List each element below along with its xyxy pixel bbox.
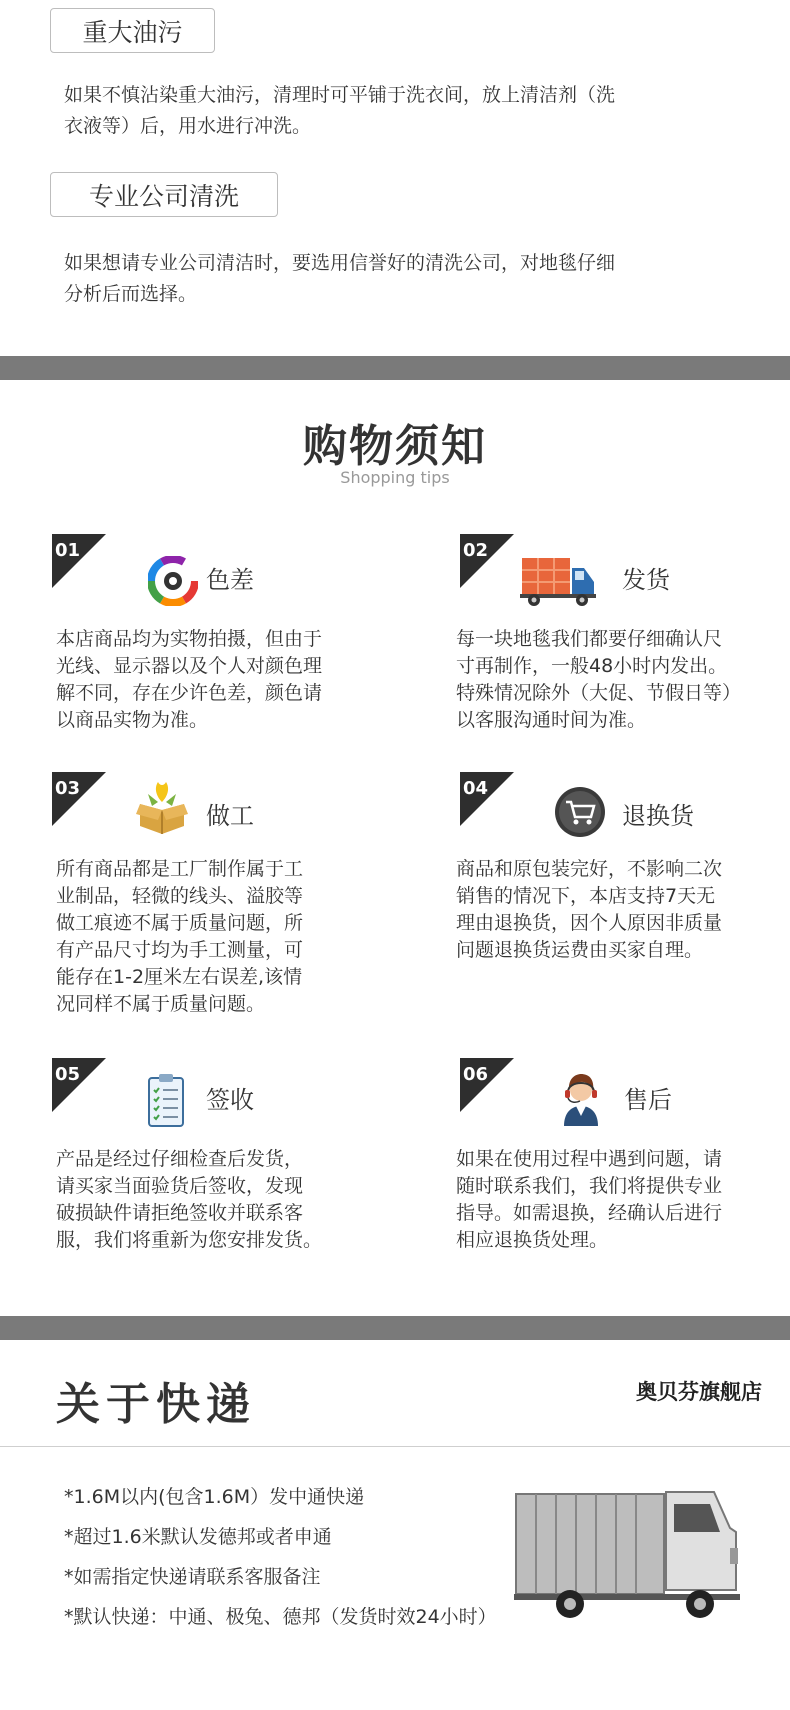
tip-number: 06 [463, 1064, 489, 1085]
shopping-title: 购物须知 [303, 421, 487, 472]
shopping-cart-icon [554, 786, 606, 838]
tip-number: 02 [463, 540, 489, 561]
express-note: *默认快递：中通、极兔、德邦（发货时效24小时） [64, 1606, 497, 1628]
tip-title: 做工 [206, 802, 254, 830]
tip-title: 发货 [622, 566, 670, 594]
store-name: 奥贝芬旗舰店 [636, 1380, 762, 1404]
express-title: 关于快递 [56, 1379, 256, 1430]
tip-description: 每一块地毯我们都要仔细确认尺 寸再制作，一般48小时内发出。 特殊情况除外（大促、节假日等） 以客服沟通时间为准。 [456, 628, 742, 731]
tip-number: 04 [463, 778, 489, 799]
truck-icon [514, 1488, 740, 1624]
checklist-icon [146, 1072, 186, 1128]
color-wheel-icon [148, 556, 198, 606]
delivery-truck-icon [520, 554, 596, 608]
express-note: *如需指定快递请联系客服备注 [64, 1566, 321, 1588]
express-note: *超过1.6米默认发德邦或者申通 [64, 1526, 332, 1548]
heavy-oil-label: 重大油污 [50, 8, 215, 53]
tip-number: 05 [55, 1064, 81, 1085]
tip-description: 所有商品都是工厂制作属于工 业制品，轻微的线头、溢胶等 做工痕迹不属于质量问题，所 有产品尺寸均为手工测量，可 能存在1-2厘米左右误差,该情 况同样不属于质量问题。 [56, 858, 304, 1015]
professional-clean-label: 专业公司清洗 [50, 172, 278, 217]
tip-title: 退换货 [622, 802, 694, 830]
shopping-subtitle: Shopping tips [340, 468, 450, 487]
tip-title: 色差 [206, 566, 254, 594]
tip-number: 01 [55, 540, 81, 561]
customer-service-icon [556, 1070, 606, 1126]
tip-number: 03 [55, 778, 81, 799]
tip-description: 商品和原包装完好，不影响二次 销售的情况下，本店支持7天无 理由退换货，因个人原因非质量 问题退换货运费由买家自理。 [456, 858, 723, 961]
express-note: *1.6M以内(包含1.6M）发中通快递 [64, 1486, 365, 1508]
express-divider [0, 1446, 790, 1447]
tip-title: 签收 [206, 1086, 254, 1114]
open-box-icon [134, 776, 190, 836]
section-divider [0, 1316, 790, 1340]
professional-clean-text: 如果想请专业公司清洁时，要选用信誉好的清洗公司，对地毯仔细 分析后而选择。 [64, 252, 616, 305]
tip-description: 本店商品均为实物拍摄，但由于 光线、显示器以及个人对颜色理 解不同，存在少许色差，颜色请 以商品实物为准。 [56, 628, 323, 731]
section-divider [0, 356, 790, 380]
heavy-oil-text: 如果不慎沾染重大油污，清理时可平铺于洗衣间，放上清洁剂（洗 衣液等）后，用水进行冲洗。 [64, 84, 616, 137]
tip-description: 如果在使用过程中遇到问题，请 随时联系我们，我们将提供专业 指导。如需退换，经确认后进行 相应退换货处理。 [456, 1148, 723, 1251]
tip-title: 售后 [624, 1086, 672, 1114]
tip-description: 产品是经过仔细检查后发货， 请买家当面验货后签收，发现 破损缺件请拒绝签收并联系客 服，我们将重新为您安排发货。 [56, 1148, 323, 1251]
